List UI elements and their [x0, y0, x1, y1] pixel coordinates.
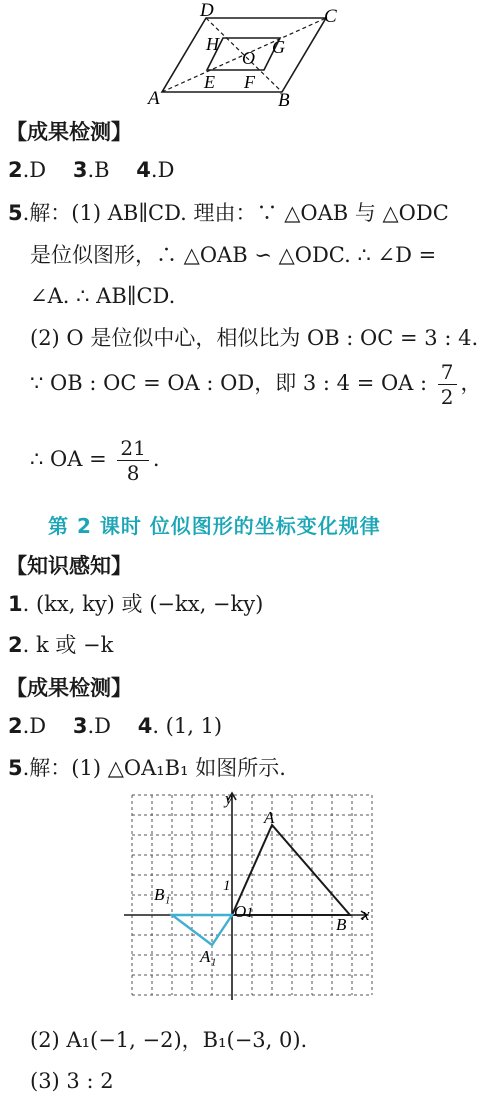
label-a: A	[148, 88, 160, 109]
fraction-numerator: 21	[117, 436, 148, 461]
q5-line3: ∠A. ∴ AB∥CD.	[30, 284, 176, 308]
answer-num-3: 3	[72, 158, 88, 182]
coordinate-grid-figure	[124, 790, 378, 1000]
q5-num-2: 5	[8, 756, 23, 780]
answers-line-1	[8, 155, 174, 185]
answer-num-3: 3	[72, 714, 88, 738]
label-c: C	[324, 6, 337, 27]
item-num-1: 1	[8, 592, 23, 616]
section-header-knowledge: 【知识感知】	[6, 554, 132, 578]
answer-2: .D	[22, 158, 47, 182]
label-b1: B₁	[154, 885, 171, 904]
q5-line5-pre: ∵ OB : OC = OA : OD，即 3 : 4 = OA :	[30, 371, 428, 395]
label-d: D	[200, 0, 214, 21]
answer-num-2: 2	[8, 714, 23, 738]
section-header-results-2: 【成果检测】	[6, 676, 132, 700]
answer-2: .D	[22, 714, 47, 738]
fraction-numerator: 7	[438, 360, 457, 385]
knowledge-item-1	[8, 589, 263, 619]
q5-line1-text: .解：(1) AB∥CD. 理由：∵ △OAB 与 △ODC	[22, 201, 449, 225]
q5-line4: (2) O 是位似中心，相似比为 OB : OC = 3 : 4.	[30, 326, 479, 350]
q5-num: 5	[8, 201, 23, 225]
q5-line1	[8, 198, 449, 228]
answers-line-2	[8, 711, 222, 741]
fraction-21-8	[117, 436, 148, 485]
answer-4: . (1, 1)	[152, 714, 223, 738]
fraction-7-2	[438, 360, 457, 409]
label-g: G	[272, 37, 285, 57]
label-b: B	[336, 915, 347, 934]
q5-part1	[8, 753, 286, 783]
label-y: y	[225, 790, 233, 808]
label-a: A	[264, 808, 275, 827]
q5-part2: (2) A₁(−1, −2)，B₁(−3, 0).	[30, 1028, 308, 1052]
lesson-title: 第 2 课时 位似图形的坐标变化规律	[48, 514, 381, 538]
label-o: O	[242, 48, 255, 68]
label-h: H	[206, 34, 219, 54]
answer-num-4: 4	[137, 714, 153, 738]
label-one-x: 1	[246, 905, 254, 921]
q5-line2: 是位似图形，∴ △OAB ∽ △ODC. ∴ ∠D =	[30, 243, 437, 267]
knowledge-item-2	[8, 630, 113, 660]
section-header-results-1: 【成果检测】	[6, 120, 132, 144]
item-num-2: 2	[8, 633, 23, 657]
parallelogram-figure	[140, 0, 340, 110]
q5-line6-post: .	[152, 447, 160, 471]
item-text-2: . k 或 −k	[22, 633, 114, 657]
fraction-denominator: 8	[126, 461, 140, 485]
label-a1: A₁	[200, 947, 217, 966]
label-f: F	[244, 72, 255, 92]
q5-line5-post: ，	[460, 371, 482, 395]
answer-4: .D	[150, 158, 175, 182]
triangle-oa1b1	[172, 915, 232, 945]
answer-3: .D	[87, 714, 111, 738]
q5-line5	[30, 360, 482, 409]
answer-num-4: 4	[136, 158, 151, 182]
item-text-1: . (kx, ky) 或 (−kx, −ky)	[22, 592, 264, 616]
label-o: O	[234, 902, 247, 921]
q5-line6-pre: ∴ OA =	[30, 447, 107, 471]
q5-line6	[30, 436, 160, 485]
label-x: x	[362, 905, 370, 924]
q5-part3: (3) 3 : 2	[30, 1069, 114, 1093]
fraction-denominator: 2	[440, 385, 454, 409]
label-one-y: 1	[223, 878, 231, 894]
label-b: B	[278, 90, 290, 110]
answer-num-2: 2	[8, 158, 23, 182]
answer-3: .B	[87, 158, 110, 182]
q5-part1-text: .解：(1) △OA₁B₁ 如图所示.	[22, 756, 286, 780]
label-e: E	[204, 72, 215, 92]
